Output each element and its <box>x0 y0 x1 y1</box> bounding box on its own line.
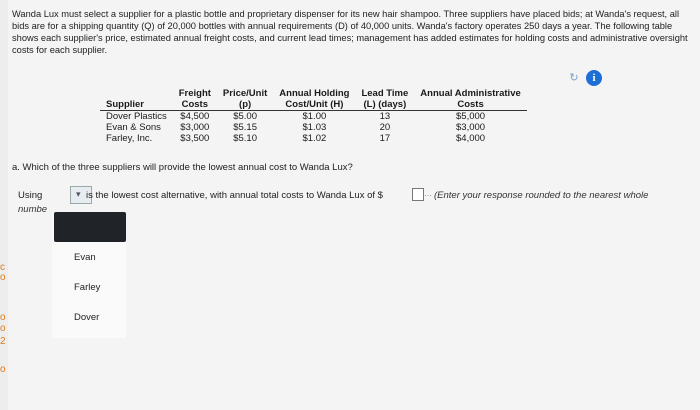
header-lead-line2: (L) (days) <box>355 99 414 111</box>
info-icon[interactable]: i <box>586 70 602 86</box>
supplier-dropdown-menu <box>52 212 126 338</box>
table-row <box>100 111 527 123</box>
total-cost-input[interactable] <box>412 188 424 201</box>
edge-fragment: o <box>0 323 6 334</box>
table-row <box>100 122 527 133</box>
cell-supplier: Dover Plastics <box>106 111 167 122</box>
cell-freight: $4,500 <box>180 111 210 122</box>
cell-freight: $3,500 <box>180 133 210 144</box>
header-admin-line2: Costs <box>414 99 526 111</box>
cell-holding: $1.00 <box>302 111 327 122</box>
cell-admin: $3,000 <box>456 122 486 133</box>
answer-text: is the lowest cost alternative, with annual total costs to Wanda Lux of $ <box>86 190 383 201</box>
supplier-table <box>100 88 527 144</box>
cell-lead: 20 <box>379 122 391 133</box>
dropdown-option-farley[interactable]: Farley <box>74 282 101 293</box>
cell-lead: 13 <box>379 111 391 122</box>
cell-price: $5.10 <box>233 133 257 144</box>
rounding-hint-wrap: numbe <box>18 204 48 215</box>
edge-fragment: o <box>0 272 6 283</box>
edge-fragment: o <box>0 364 6 375</box>
left-edge-strip <box>0 0 8 410</box>
header-price-line2: (p) <box>217 99 273 111</box>
cell-lead: 17 <box>379 133 391 144</box>
cell-freight: $3,000 <box>180 122 210 133</box>
header-freight-line2: Costs <box>173 99 217 111</box>
chevron-down-icon: ▾ <box>76 189 81 199</box>
question-tools <box>568 70 608 86</box>
cell-holding: $1.03 <box>302 122 327 133</box>
header-admin-line1: Annual Administrative <box>420 88 521 99</box>
edge-fragment: c <box>0 262 5 273</box>
problem-statement: Wanda Lux must select a supplier for a plastic bottle and proprietary dispenser for its new hair shampoo. Three suppliers have placed bids; at Wanda's request, all bids are for a shipping quantity (Q) of 20,000 bottles with annual requirements (D) of 40,000 units. Wanda's factory operates 250 days a year. The following table shows each supplier's price, estimated annual freight costs, and current lead times; management has added estimates for holding costs and administrative oversight costs for each supplier. <box>12 9 688 55</box>
edge-fragment: 2 <box>0 336 6 347</box>
input-marker-icon: … <box>424 189 432 198</box>
header-lead-line1: Lead Time <box>361 88 409 99</box>
header-freight-line1: Freight <box>178 88 211 99</box>
cell-holding: $1.02 <box>302 133 327 144</box>
header-supplier: Supplier <box>100 99 173 111</box>
cell-admin: $5,000 <box>456 111 486 122</box>
using-label: Using <box>18 190 43 201</box>
refresh-icon[interactable]: ↻ <box>569 72 579 84</box>
header-holding-line2: Cost/Unit (H) <box>273 99 355 111</box>
rounding-hint: (Enter your response rounded to the nearest whole <box>434 190 649 201</box>
question-a: a. Which of the three suppliers will provide the lowest annual cost to Wanda Lux? <box>12 162 353 173</box>
edge-fragment: o <box>0 312 6 323</box>
table-row <box>100 133 527 144</box>
cell-supplier: Farley, Inc. <box>106 133 153 144</box>
header-price-line1: Price/Unit <box>222 88 268 99</box>
cell-supplier: Evan & Sons <box>106 122 161 133</box>
cell-price: $5.00 <box>233 111 257 122</box>
dropdown-option-evan[interactable]: Evan <box>74 252 96 263</box>
dropdown-option-blank[interactable] <box>54 212 126 242</box>
cell-admin: $4,000 <box>456 133 486 144</box>
header-holding-line1: Annual Holding <box>279 88 350 99</box>
cell-price: $5.15 <box>233 122 257 133</box>
dropdown-option-dover[interactable]: Dover <box>74 312 100 323</box>
